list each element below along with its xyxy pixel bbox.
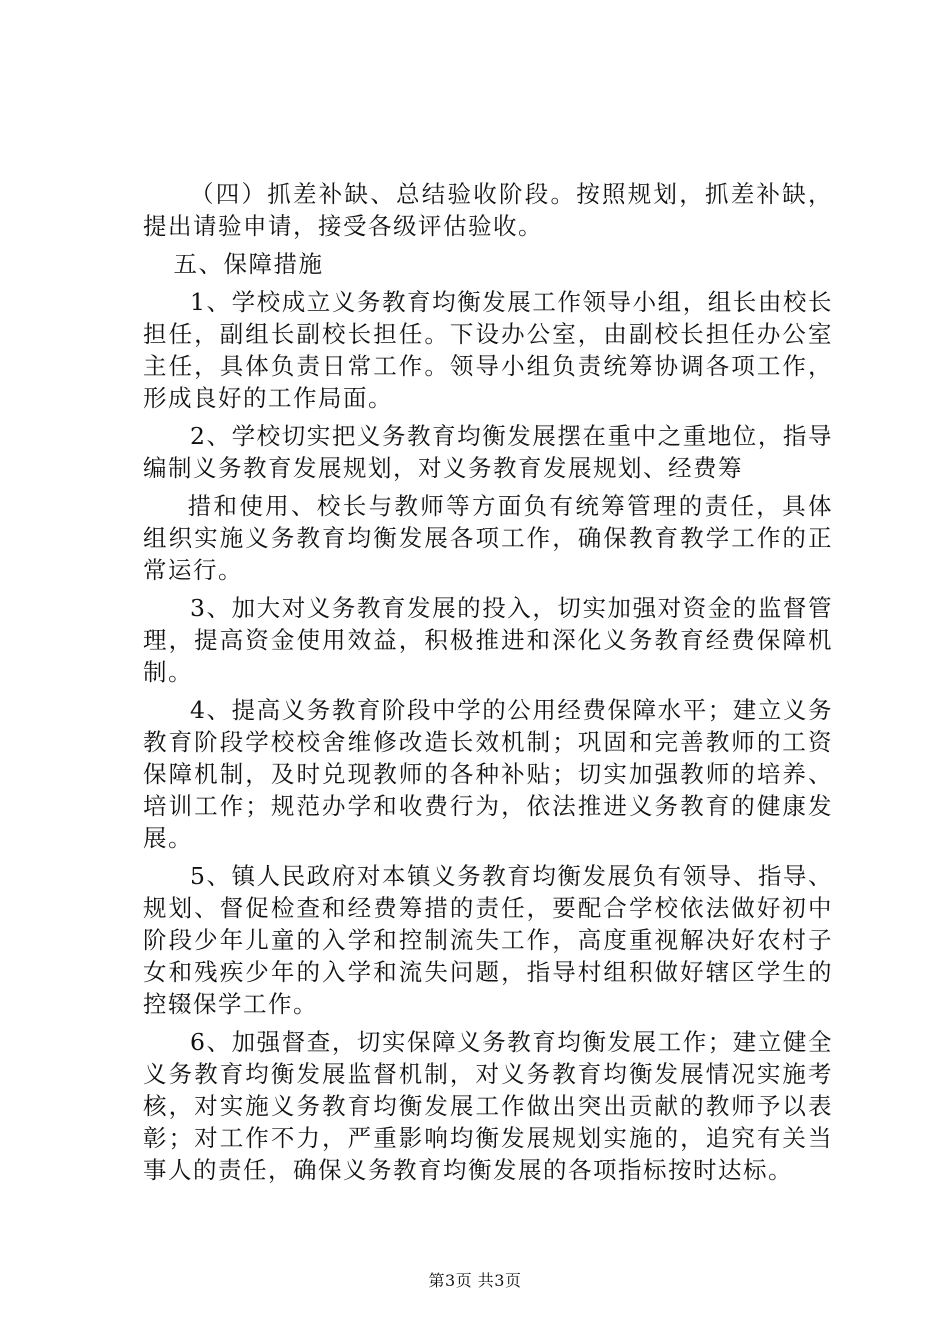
paragraph-item-2-continued: 措和使用、校长与教师等方面负有统筹管理的责任，具体组织实施义务教育均衡发展各项工作，确保教育教学工作的正常运行。 — [143, 492, 833, 584]
page-number-footer: 第3页 共3页 — [428, 1271, 522, 1290]
paragraph-item-5: 5、镇人民政府对本镇义务教育均衡发展负有领导、指导、规划、督促检查和经费筹措的责任，要配合学校依法做好初中阶段少年儿童的入学和控制流失工作，高度重视解决好农村子女和残疾少年的入学和流失问题，指导村组积做好辖区学生的控辍保学工作。 — [143, 862, 833, 1018]
paragraph-item-2: 2、学校切实把义务教育均衡发展摆在重中之重地位，指导编制义务教育发展规划，对义务教育发展规划、经费筹 — [143, 422, 833, 482]
paragraph-item-4: 4、提高义务教育阶段中学的公用经费保障水平；建立义务教育阶段学校校舍维修改造长效机制；巩固和完善教师的工资保障机制，及时兑现教师的各种补贴；切实加强教师的培养、培训工作；规范办学和收费行为，依法推进义务教育的健康发展。 — [143, 696, 833, 852]
paragraph-item-1: 1、学校成立义务教育均衡发展工作领导小组，组长由校长担任，副组长副校长担任。下设办公室，由副校长担任办公室主任，具体负责日常工作。领导小组负责统筹协调各项工作，形成良好的工作局面。 — [143, 288, 833, 412]
section-heading-safeguards: 五、保障措施 — [173, 250, 324, 278]
document-body — [143, 178, 833, 1192]
paragraph-item-6: 6、加强督查，切实保障义务教育均衡发展工作；建立健全义务教育均衡发展监督机制，对义务教育均衡发展情况实施考核，对实施义务教育均衡发展工作做出突出贡献的教师予以表彰；对工作不力，严重影响均衡发展规划实施的，追究有关当事人的责任，确保义务教育均衡发展的各项指标按时达标。 — [143, 1028, 833, 1184]
paragraph-phase-four: （四）抓差补缺、总结验收阶段。按照规划，抓差补缺，提出请验申请，接受各级评估验收。 — [143, 180, 833, 240]
paragraph-item-3: 3、加大对义务教育发展的投入，切实加强对资金的监督管理，提高资金使用效益，积极推进和深化义务教育经费保障机制。 — [143, 594, 833, 686]
